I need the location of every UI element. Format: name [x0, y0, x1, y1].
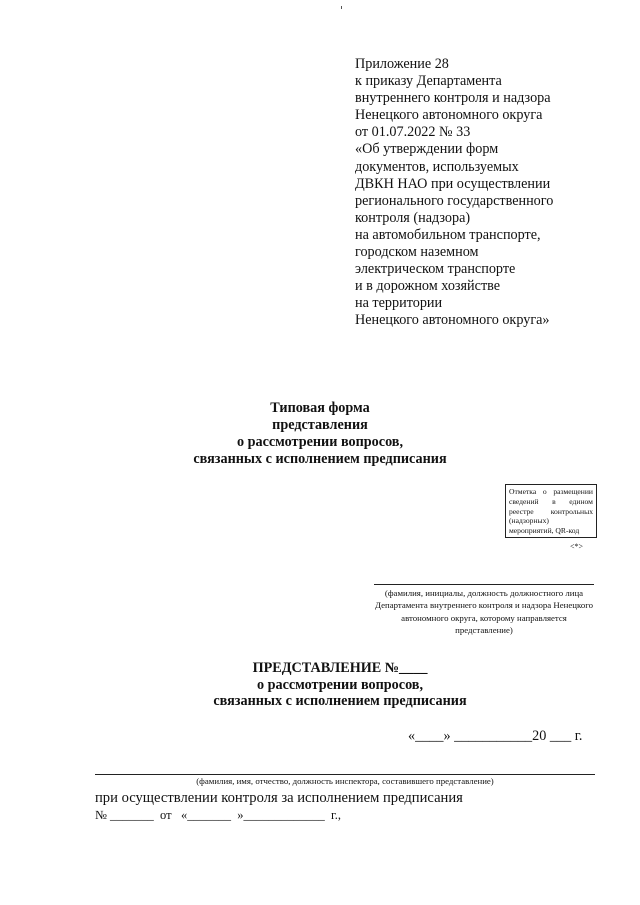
- inspector-caption: (фамилия, имя, отчество, должность инспектора, составившего представление): [196, 776, 494, 786]
- appendix-line: и в дорожном хозяйстве: [355, 278, 501, 295]
- appendix-line: Ненецкого автономного округа: [355, 107, 543, 124]
- appendix-line: городском наземном: [355, 244, 479, 261]
- appendix-line: внутреннего контроля и надзора: [355, 90, 551, 107]
- registry-note-box: [505, 484, 597, 538]
- inspector-fill-line: [95, 774, 595, 775]
- form-title-line: о рассмотрении вопросов,: [236, 434, 404, 450]
- appendix-line: документов, используемых: [355, 158, 519, 175]
- appendix-line: ДВКН НАО при осуществлении: [355, 175, 551, 192]
- appendix-line: Ненецкого автономного округа»: [355, 312, 550, 329]
- appendix-line: от 01.07.2022 № 33: [355, 124, 471, 141]
- appendix-header: [355, 56, 615, 330]
- registry-note-text: Отметка о размещении сведений в едином реестре контрольных (надзорных) мероприятий, QR-код: [509, 487, 593, 536]
- scan-artifact: [341, 6, 342, 9]
- appendix-line: «Об утверждении форм: [355, 141, 499, 158]
- document-date-line: «____» ___________20 ___ г.: [408, 728, 583, 744]
- form-title-line: связанных с исполнением предписания: [193, 451, 447, 467]
- document-title-line: связанных с исполнением предписания: [213, 693, 467, 709]
- appendix-line: на автомобильном транспорте,: [355, 226, 541, 243]
- appendix-line: к приказу Департамента: [355, 73, 502, 90]
- control-text: при осуществлении контроля за исполнением предписания: [95, 790, 463, 806]
- form-title-line: Типовая форма: [270, 400, 370, 416]
- form-title-line: представления: [272, 417, 368, 433]
- appendix-line: контроля (надзора): [355, 209, 471, 226]
- addressee-caption: (фамилия, инициалы, должность должностного лица Департамента внутреннего контроля и надзора Ненецкого автономного округа, которому направляется представление): [374, 588, 594, 635]
- document-title-line: ПРЕДСТАВЛЕНИЕ №____: [252, 660, 428, 676]
- prescription-number-line: № _______ от «_______ »_____________ г.,: [95, 808, 341, 822]
- registry-footnote-marker: <*>: [570, 542, 584, 551]
- appendix-line: регионального государственного: [355, 192, 554, 209]
- form-title: [150, 400, 490, 468]
- addressee-fill-line: [374, 584, 594, 585]
- appendix-line: Приложение 28: [355, 56, 449, 72]
- appendix-line: электрическом транспорте: [355, 261, 516, 278]
- document-title-line: о рассмотрении вопросов,: [256, 676, 424, 693]
- document-title: [190, 660, 490, 710]
- appendix-line: на территории: [355, 295, 443, 312]
